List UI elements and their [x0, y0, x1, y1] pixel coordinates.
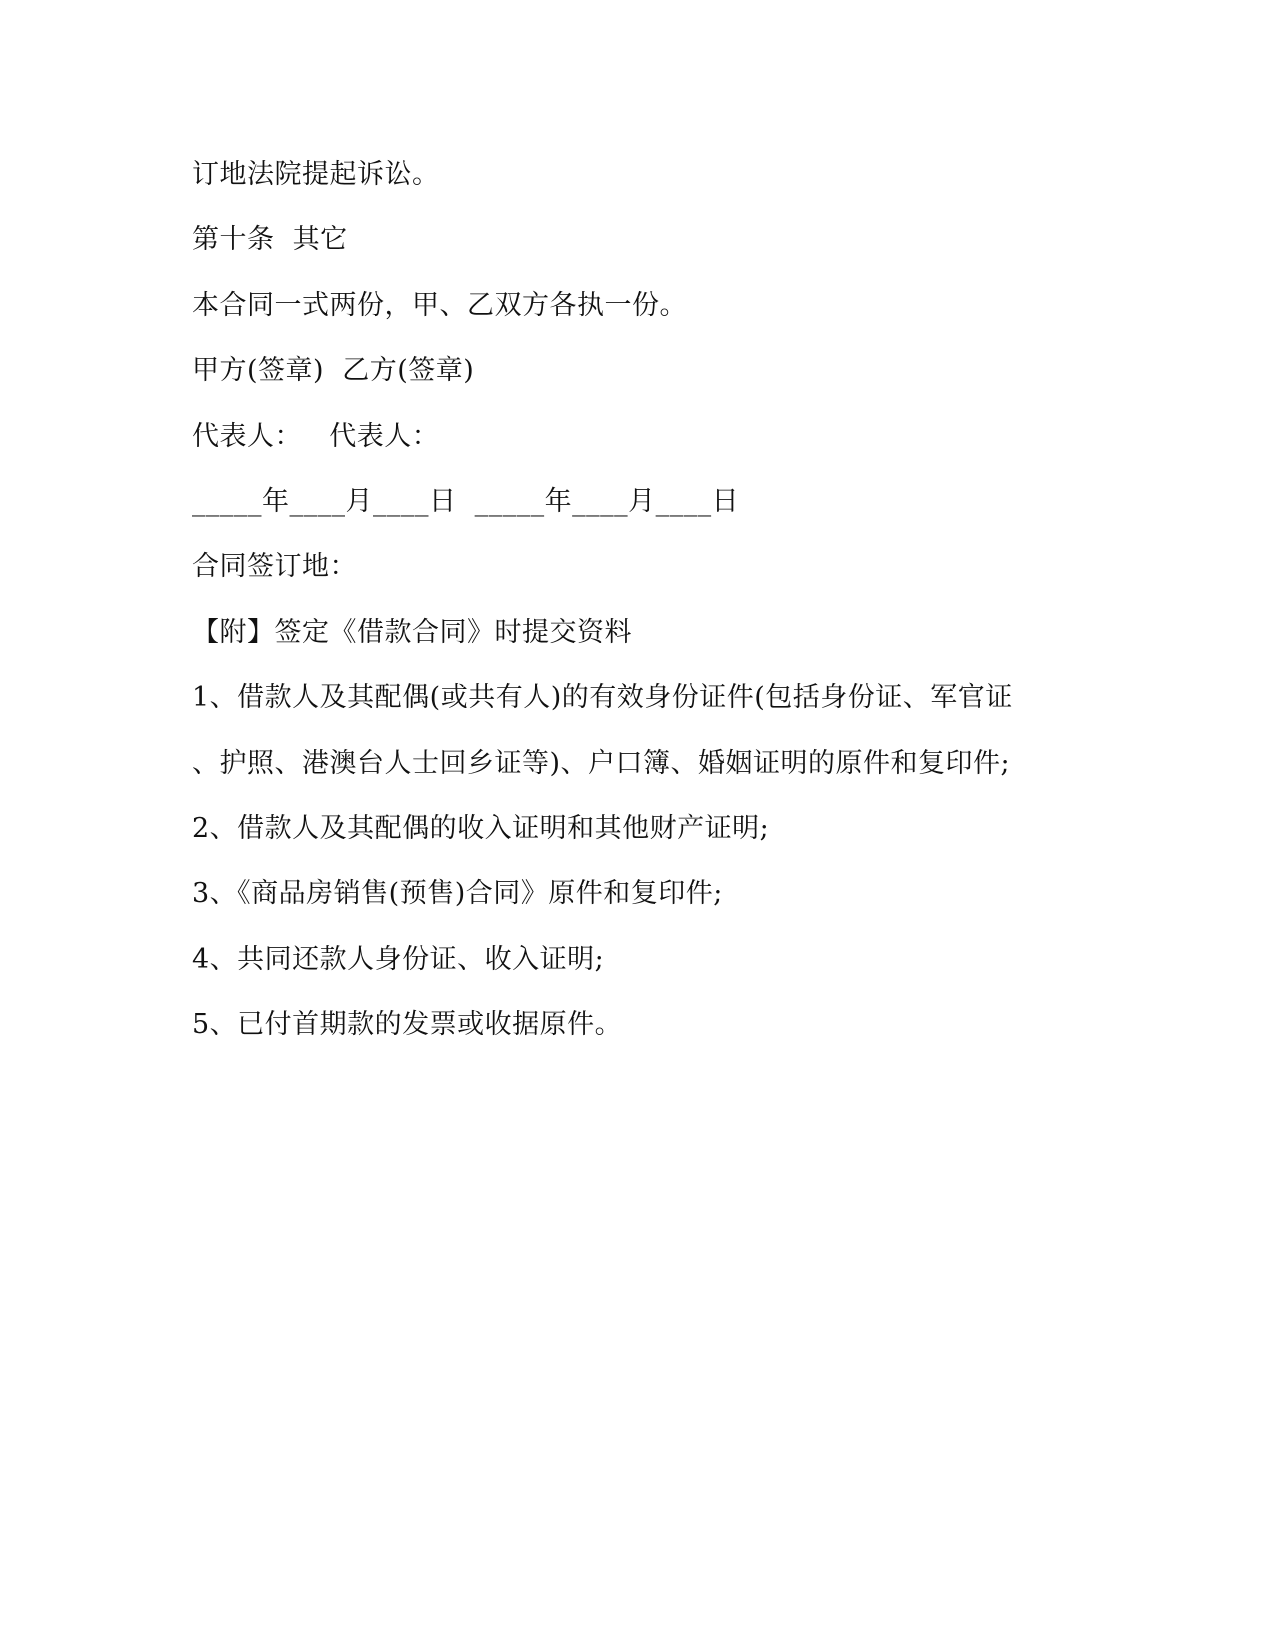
- copies-clause: 本合同一式两份，甲、乙双方各执一份。: [192, 289, 687, 321]
- signing-place-line: 合同签订地：: [192, 551, 357, 583]
- appendix-item-3: 3、《商品房销售(预售)合同》原件和复印件;: [192, 878, 723, 910]
- date-blanks-line: _____年____月____日 _____年____月____日: [192, 485, 740, 517]
- party-signatures-line: 甲方(签章) 乙方(签章): [192, 355, 475, 387]
- document-body: [192, 156, 1072, 1071]
- text-line-court-clause: 订地法院提起诉讼。: [192, 159, 440, 190]
- appendix-item-1: 1、借款人及其配偶(或共有人)的有效身份证件(包括身份证、军官证: [192, 682, 1013, 714]
- article-ten-heading: 第十条 其它: [192, 224, 348, 256]
- appendix-item-1-continued: 、护照、港澳台人士回乡证等)、户口簿、婚姻证明的原件和复印件;: [192, 747, 1011, 779]
- representatives-line: 代表人： 代表人：: [192, 420, 440, 452]
- appendix-item-5: 5、已付首期款的发票或收据原件。: [192, 1009, 623, 1041]
- appendix-item-4: 4、共同还款人身份证、收入证明;: [192, 943, 605, 975]
- appendix-item-2: 2、借款人及其配偶的收入证明和其他财产证明;: [192, 812, 770, 844]
- appendix-heading: 【附】签定《借款合同》时提交资料: [192, 616, 632, 648]
